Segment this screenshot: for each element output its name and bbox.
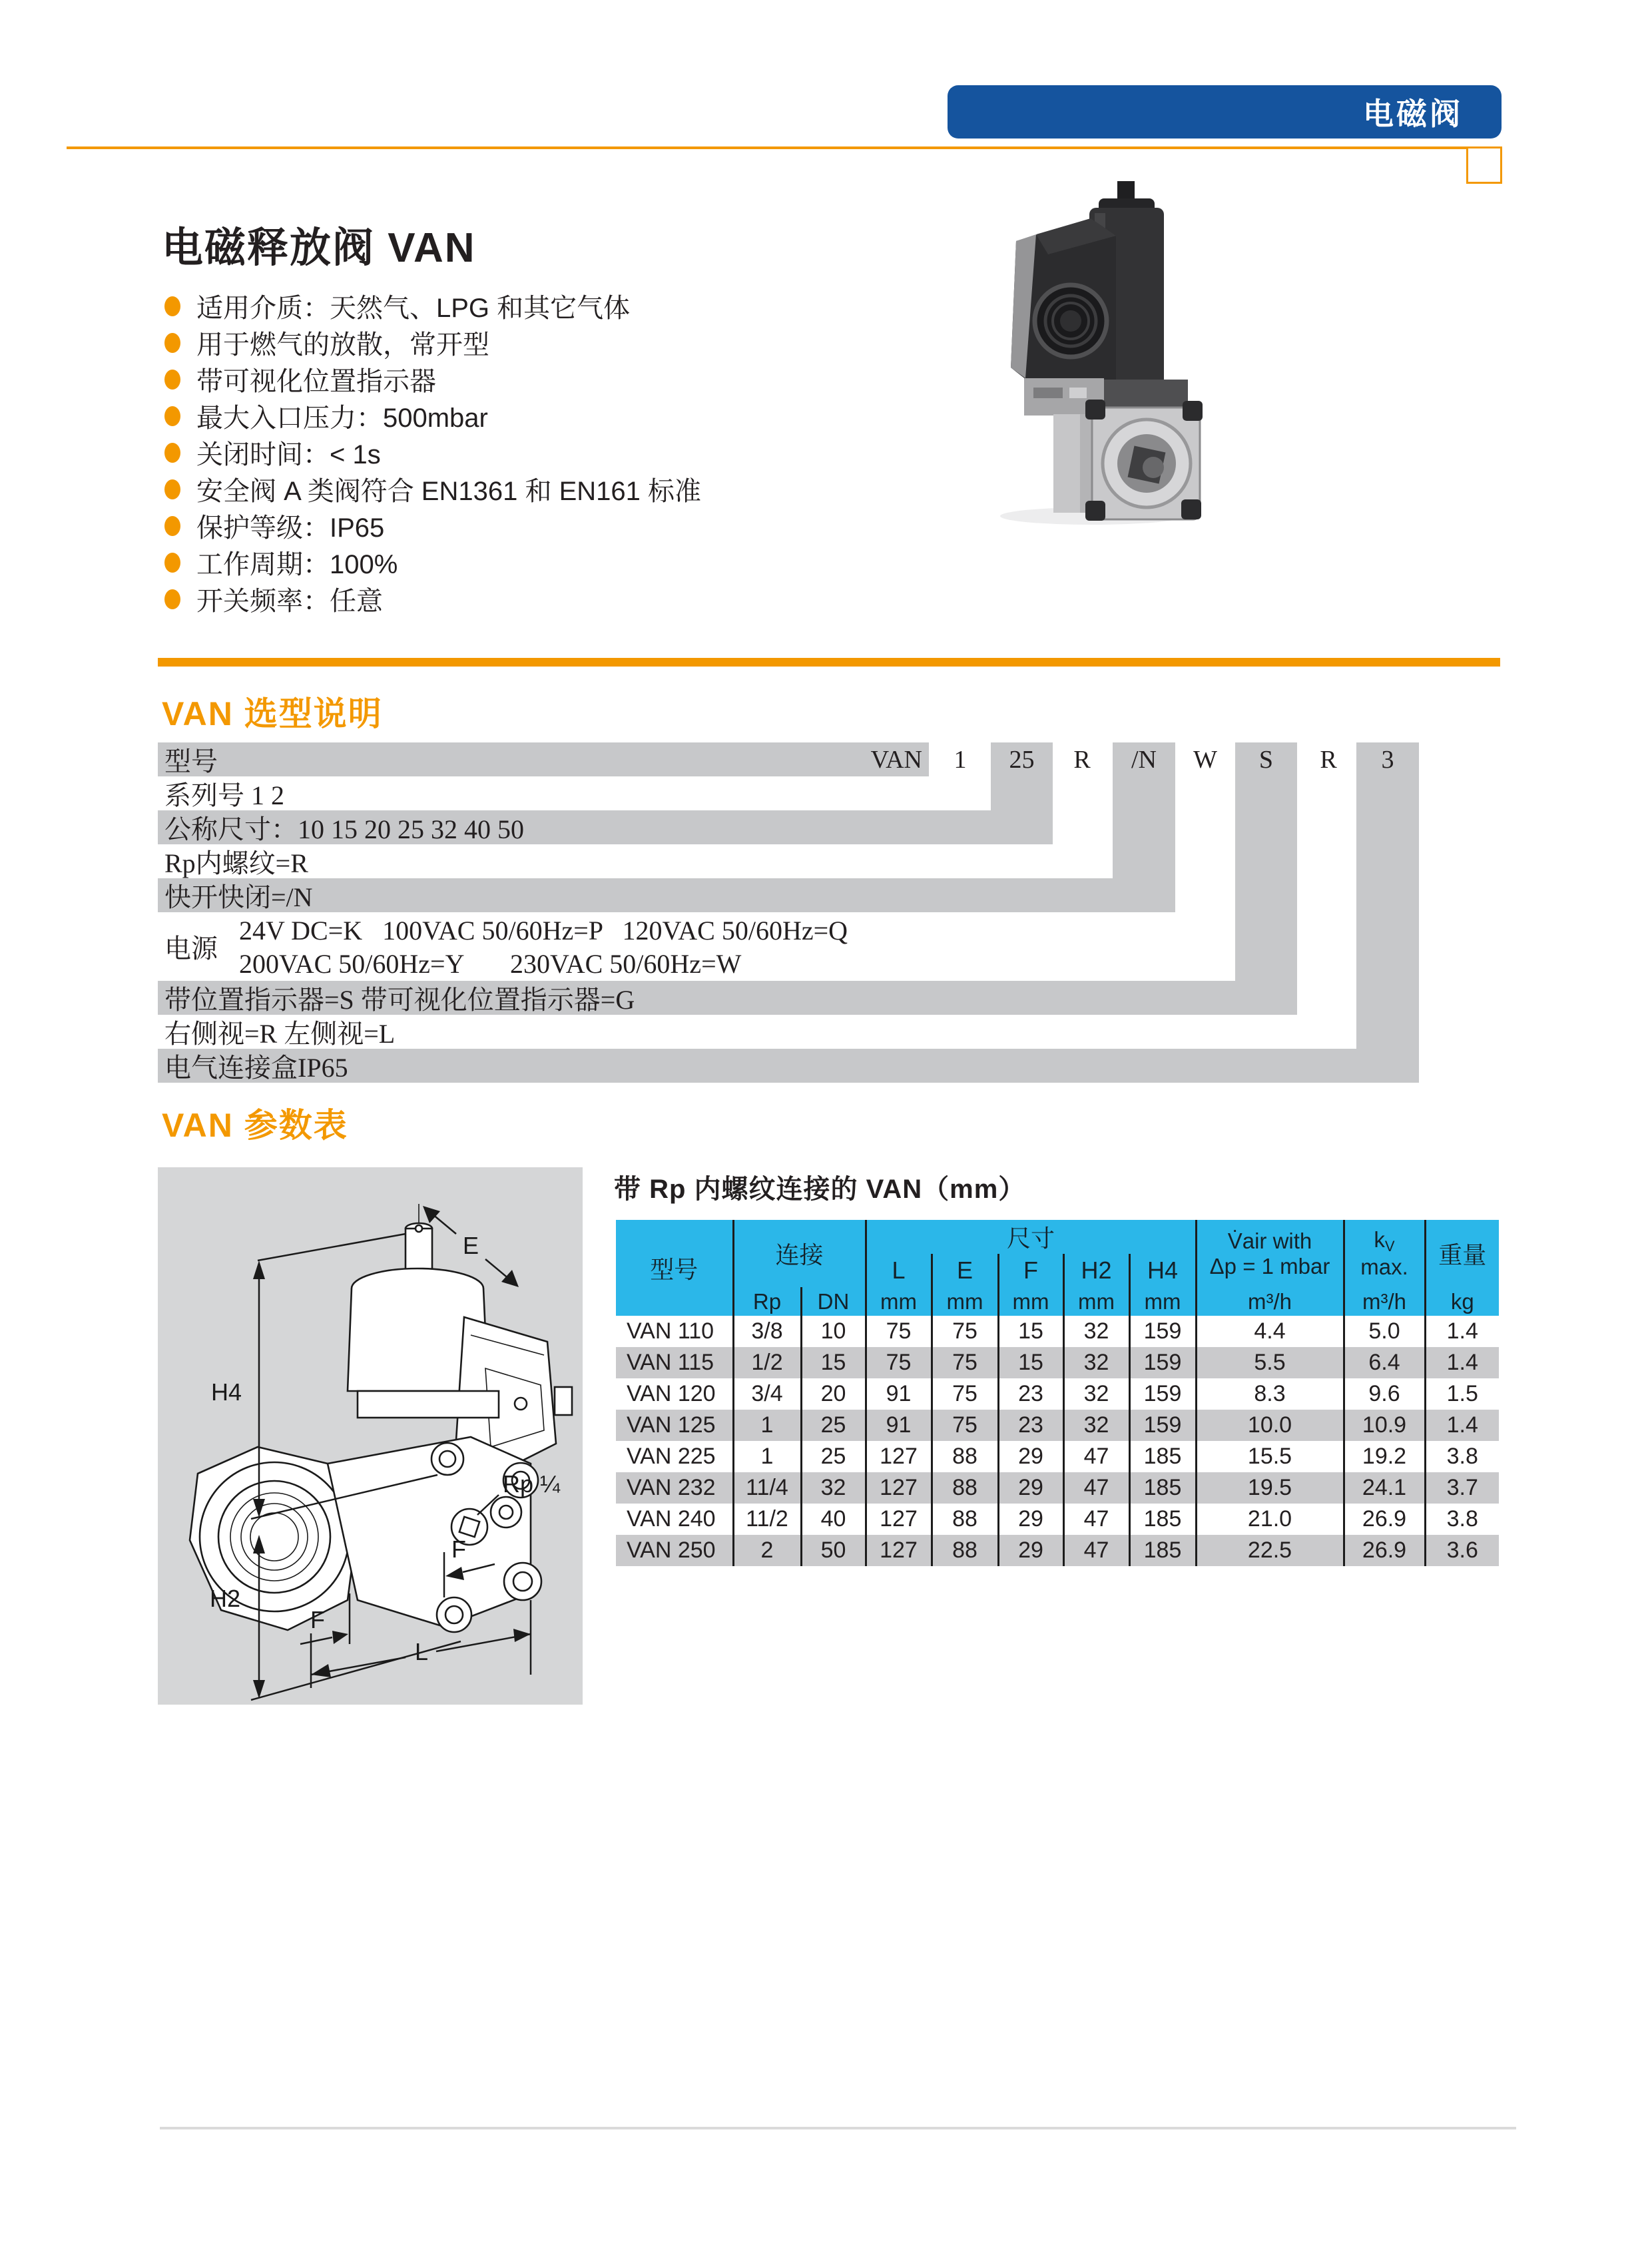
- table-row: VAN 110 3/8 10 75 75 15 32 159 4.4 5.0 1.4: [616, 1316, 1499, 1347]
- feature-item: [164, 398, 701, 434]
- unit-mm: mm: [1063, 1287, 1129, 1316]
- table-row: VAN 225 1 25 127 88 29 47 185 15.5 19.2 3.8: [616, 1441, 1499, 1472]
- kv-max: max.: [1360, 1255, 1408, 1280]
- tk-row-bar: [158, 742, 929, 776]
- feature-item: [164, 507, 701, 544]
- feature-text: 关闭时间：< 1s: [196, 440, 381, 469]
- tk-code: W: [1193, 745, 1217, 774]
- header-corner-box: [1466, 146, 1502, 184]
- col-header-e: E: [932, 1254, 998, 1287]
- tk-row-label: 快开快闭=/N: [164, 882, 313, 912]
- table-row: VAN 125 1 25 91 75 23 32 159 10.0 10.9 1.4: [616, 1410, 1499, 1441]
- col-header-weight: 重量: [1425, 1220, 1499, 1287]
- feature-item: [164, 324, 701, 361]
- param-table: [616, 1220, 1499, 1566]
- dim-label-e: E: [462, 1232, 479, 1259]
- tk-row-label: 系列号 1 2: [164, 780, 284, 810]
- tk-code: S: [1258, 745, 1274, 774]
- unit-mm: mm: [932, 1287, 998, 1316]
- feature-item: [164, 544, 701, 581]
- dim-label-f2: F: [451, 1536, 466, 1563]
- kv-k: k: [1374, 1227, 1385, 1252]
- tk-code: 1: [954, 745, 967, 774]
- col-header-vair: [1196, 1220, 1344, 1287]
- vair-line2: Δp = 1 mbar: [1209, 1253, 1330, 1278]
- feature-text: 带可视化位置指示器: [196, 367, 436, 396]
- col-header-connection: 连接: [733, 1220, 866, 1287]
- category-badge: [948, 85, 1502, 139]
- tk-code: R: [1073, 745, 1091, 774]
- bullet-icon: [164, 296, 180, 316]
- category-badge-label: 电磁阀: [1363, 97, 1463, 131]
- bullet-icon: [164, 589, 180, 609]
- bullet-icon: [164, 333, 180, 353]
- tk-row-label: 右侧视=R 左侧视=L: [164, 1019, 396, 1049]
- tk-row-label: 公称尺寸：10 15 20 25 32 40 50: [164, 814, 524, 844]
- dim-label-h4: H4: [210, 1378, 242, 1406]
- col-header-model: 型号: [616, 1220, 733, 1316]
- tk-col-bar: [1235, 742, 1297, 1015]
- param-table-subtitle: 带 Rp 内螺纹连接的 VAN（mm）: [614, 1175, 1026, 1204]
- tk-code: 3: [1381, 745, 1394, 774]
- col-header-f: F: [998, 1254, 1063, 1287]
- feature-item: [164, 434, 701, 471]
- tk-row-label: 带位置指示器=S 带可视化位置指示器=G: [164, 985, 635, 1015]
- feature-item: [164, 288, 701, 324]
- header-rule: [67, 146, 1466, 149]
- bullet-icon: [164, 479, 180, 499]
- tk-power-line1: 24V DC=K 100VAC 50/60Hz=P 120VAC 50/60Hz=Q: [239, 915, 848, 946]
- unit-mm: mm: [1129, 1287, 1196, 1316]
- tk-row-label: 电气连接盒IP65: [164, 1053, 348, 1083]
- col-header-l: L: [866, 1254, 932, 1287]
- unit-mm: mm: [998, 1287, 1063, 1316]
- table-row: VAN 250 2 50 127 88 29 47 185 22.5 26.9 3.6: [616, 1535, 1499, 1566]
- col-header-h2: H2: [1063, 1254, 1129, 1287]
- bullet-icon: [164, 516, 180, 536]
- bullet-icon: [164, 370, 180, 390]
- feature-text: 最大入口压力：500mbar: [196, 404, 488, 433]
- table-row: VAN 240 11/2 40 127 88 29 47 185 21.0 26.9 3.8: [616, 1504, 1499, 1535]
- col-header-dimensions: 尺寸: [866, 1220, 1196, 1254]
- tk-code: 25: [1009, 745, 1035, 774]
- table-row: VAN 115 1/2 15 75 75 15 32 159 5.5 6.4 1.4: [616, 1347, 1499, 1378]
- feature-text: 适用介质：天然气、LPG 和其它气体: [196, 294, 631, 323]
- unit-mm: mm: [866, 1287, 932, 1316]
- col-header-kv: [1344, 1220, 1425, 1287]
- feature-text: 安全阀 A 类阀符合 EN1361 和 EN161 标准: [196, 477, 702, 506]
- unit-dn: DN: [801, 1287, 866, 1316]
- section-title-type-key: VAN 选型说明: [162, 695, 383, 732]
- bullet-icon: [164, 406, 180, 426]
- page-title: 电磁释放阀 VAN: [162, 225, 476, 271]
- type-key-diagram: [158, 742, 1419, 1083]
- product-photo: [992, 180, 1209, 529]
- feature-list: [164, 288, 701, 617]
- feature-text: 用于燃气的放散，常开型: [196, 330, 489, 360]
- param-table-body: [616, 1316, 1499, 1566]
- feature-text: 工作周期：100%: [196, 550, 398, 579]
- technical-drawing: [158, 1167, 583, 1705]
- feature-item: [164, 471, 701, 507]
- feature-text: 保护等级：IP65: [196, 513, 385, 543]
- feature-item: [164, 581, 701, 617]
- unit-kg: kg: [1425, 1287, 1499, 1316]
- unit-rp: Rp: [733, 1287, 801, 1316]
- dim-label-h2: H2: [209, 1585, 241, 1612]
- unit-m3h: m³/h: [1196, 1287, 1344, 1316]
- footer-divider: [160, 2127, 1516, 2129]
- bullet-icon: [164, 443, 180, 463]
- dim-label-rp: Rp ¼: [503, 1470, 561, 1498]
- vair-line1: V̇air with: [1227, 1228, 1312, 1253]
- tk-row-label: Rp内螺纹=R: [164, 848, 308, 878]
- param-table-header: [616, 1220, 1499, 1316]
- table-row: VAN 232 11/4 32 127 88 29 47 185 19.5 24.1 3.7: [616, 1472, 1499, 1504]
- tk-code: R: [1320, 745, 1337, 774]
- dim-label-f1: F: [310, 1606, 325, 1633]
- kv-v: V: [1384, 1237, 1395, 1255]
- tk-row-label: 型号: [164, 746, 218, 776]
- table-row: VAN 120 3/4 20 91 75 23 32 159 8.3 9.6 1.5: [616, 1378, 1499, 1410]
- tk-code: /N: [1131, 745, 1157, 774]
- tk-power-line2: 200VAC 50/60Hz=Y 230VAC 50/60Hz=W: [239, 948, 742, 979]
- dim-label-l: L: [414, 1638, 429, 1665]
- tk-code: VAN: [870, 745, 922, 774]
- tk-col-bar: [1356, 742, 1419, 1083]
- section-title-params: VAN 参数表: [162, 1107, 348, 1144]
- unit-m3h: m³/h: [1344, 1287, 1425, 1316]
- feature-item: [164, 361, 701, 398]
- feature-text: 开关频率：任意: [196, 587, 383, 616]
- section-divider: [158, 658, 1500, 667]
- bullet-icon: [164, 553, 180, 573]
- tk-power-label: 电源: [164, 934, 218, 964]
- col-header-h4: H4: [1129, 1254, 1196, 1287]
